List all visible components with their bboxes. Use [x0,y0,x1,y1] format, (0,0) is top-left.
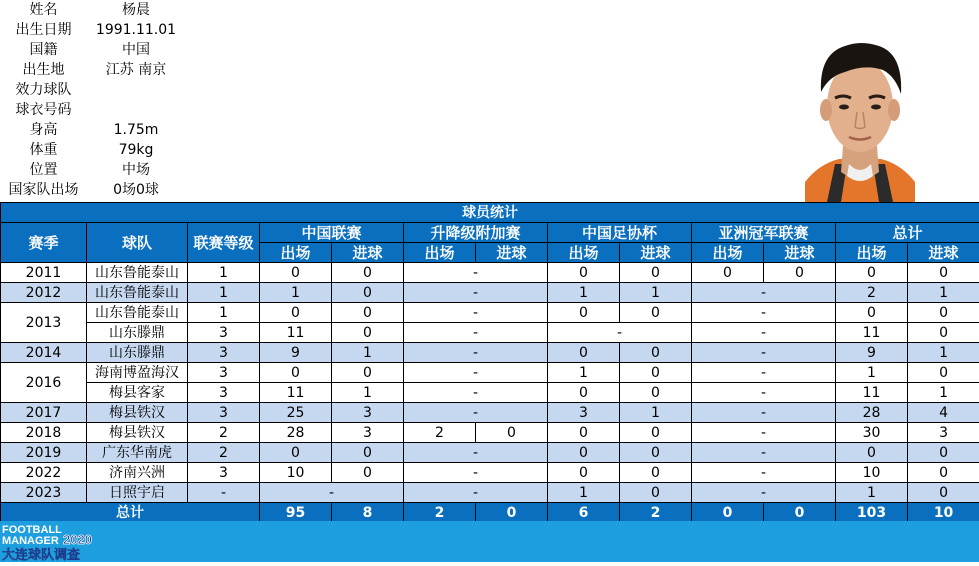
info-label: 出生地 [0,60,87,80]
table-cell: 梅县铁汉 [87,423,188,443]
table-cell: 3 [188,343,260,363]
table-cell: - [404,303,548,323]
table-row [1,363,979,383]
table-cell: 1 [548,283,620,303]
table-cell: 1 [836,483,908,503]
player-portrait-image [799,14,921,202]
header-group: 总计 [836,223,979,243]
table-cell: 0 [620,363,692,383]
table-cell: 山东滕鼎 [87,323,188,343]
table-cell: - [692,303,836,323]
table-cell: 2016 [1,363,87,403]
table-cell: 3 [188,403,260,423]
table-cell: 0 [620,483,692,503]
table-cell: - [404,483,548,503]
table-cell: 4 [908,403,979,423]
table-cell: 0 [836,443,908,463]
table-cell: 0 [332,263,404,283]
table-cell: - [692,423,836,443]
table-cell: 0 [620,423,692,443]
table-cell: 山东鲁能泰山 [87,283,188,303]
table-cell: 0 [332,443,404,463]
logo-year: 2020 [63,532,92,547]
table-cell: 1 [548,483,620,503]
info-value: 中场 [93,160,179,180]
table-cell: - [692,483,836,503]
table-cell: - [692,323,836,343]
table-cell: 山东滕鼎 [87,343,188,363]
table-cell: - [404,363,548,383]
table-cell: 1 [260,283,332,303]
table-cell: 0 [332,363,404,383]
info-value: 0场0球 [93,180,179,200]
header-apps: 出场 [260,243,332,263]
info-value: 79kg [93,140,179,160]
header-group: 亚洲冠军联赛 [692,223,836,243]
table-cell: 3 [188,463,260,483]
info-label: 位置 [0,160,87,180]
total-value: 95 [260,503,332,523]
table-row [1,463,979,483]
total-value: 10 [908,503,979,523]
table-cell: 山东鲁能泰山 [87,263,188,283]
table-cell: 0 [620,303,692,323]
table-cell: 2 [188,443,260,463]
table-cell: 0 [548,463,620,483]
total-value: 6 [548,503,620,523]
table-cell: 0 [548,383,620,403]
info-row [0,120,200,140]
table-cell: 1 [836,363,908,383]
info-row [0,80,200,100]
info-row [0,60,200,80]
header-team: 球队 [87,223,188,263]
table-cell: - [692,363,836,383]
info-value: 江苏 南京 [93,60,179,80]
table-cell: 1 [548,363,620,383]
table-cell: 济南兴洲 [87,463,188,483]
table-cell: 0 [548,443,620,463]
header-group: 中国足协杯 [548,223,692,243]
table-cell: 0 [620,383,692,403]
football-manager-2020-logo [0,521,106,562]
table-cell: 3 [188,363,260,383]
player-stats-table [0,202,979,523]
table-row [1,303,979,323]
table-cell: 0 [332,303,404,323]
table-cell: 2014 [1,343,87,363]
info-value: 1.75m [93,120,179,140]
info-row [0,140,200,160]
info-label: 效力球队 [0,80,87,100]
info-row [0,100,200,120]
total-value: 103 [836,503,908,523]
player-photo [799,14,921,202]
table-cell: 10 [836,463,908,483]
table-row [1,483,979,503]
table-cell: 梅县客家 [87,383,188,403]
table-cell: - [404,403,548,423]
table-cell: 0 [836,263,908,283]
logo-subtitle: 大连球队调查 [2,547,80,562]
logo-line2: MANAGER [2,535,59,547]
header-goals: 进球 [764,243,836,263]
table-cell: 2012 [1,283,87,303]
table-cell: 0 [332,463,404,483]
header-apps: 出场 [548,243,620,263]
info-value: 杨晨 [93,0,179,20]
total-value: 2 [620,503,692,523]
table-cell: 1 [908,283,979,303]
table-cell: 海南博盈海汉 [87,363,188,383]
total-label: 总计 [1,503,260,523]
table-cell: - [692,463,836,483]
table-cell: 9 [836,343,908,363]
table-cell: - [404,443,548,463]
table-cell: 9 [260,343,332,363]
table-cell: 11 [260,323,332,343]
header-apps: 出场 [692,243,764,263]
info-label: 姓名 [0,0,87,20]
table-cell: 1 [908,343,979,363]
table-cell: 10 [260,463,332,483]
table-cell: 1 [620,403,692,423]
header-apps: 出场 [404,243,476,263]
table-cell: 0 [476,423,548,443]
table-cell: 0 [836,303,908,323]
table-cell: 0 [260,303,332,323]
table-cell: 0 [908,463,979,483]
table-row [1,283,979,303]
table-cell: 3 [188,383,260,403]
table-cell: - [692,403,836,423]
table-cell: 0 [332,323,404,343]
table-cell: 山东鲁能泰山 [87,303,188,323]
table-cell: 1 [188,263,260,283]
table-cell: 1 [188,283,260,303]
logo-line1: FOOTBALL [2,524,62,536]
table-row [1,263,979,283]
header-goals: 进球 [476,243,548,263]
info-row [0,40,200,60]
header-group: 升降级附加赛 [404,223,548,243]
table-cell: 3 [188,323,260,343]
table-row [1,343,979,363]
header-goals: 进球 [908,243,979,263]
table-cell: 11 [260,383,332,403]
table-row [1,323,979,343]
table-cell: 2018 [1,423,87,443]
table-cell: 0 [620,263,692,283]
footer-bar [0,521,979,562]
total-value: 0 [476,503,548,523]
table-cell: 3 [908,423,979,443]
table-cell: - [188,483,260,503]
table-cell: 0 [548,343,620,363]
table-cell: 0 [620,343,692,363]
table-cell: - [404,263,548,283]
table-cell: 2022 [1,463,87,483]
table-cell: 0 [908,323,979,343]
table-cell: - [260,483,404,503]
total-value: 0 [692,503,764,523]
table-cell: 梅县铁汉 [87,403,188,423]
table-cell: - [692,443,836,463]
table-cell: 2011 [1,263,87,283]
table-cell: 0 [908,263,979,283]
table-row [1,383,979,403]
table-cell: 2 [404,423,476,443]
table-cell: 1 [332,343,404,363]
table-cell: 25 [260,403,332,423]
table-cell: 11 [836,323,908,343]
table-cell: 0 [908,443,979,463]
total-value: 2 [404,503,476,523]
table-cell: 0 [620,443,692,463]
table-cell: 1 [620,283,692,303]
table-cell: 0 [332,283,404,303]
table-cell: 0 [548,263,620,283]
total-value: 8 [332,503,404,523]
header-apps: 出场 [836,243,908,263]
total-row [1,503,979,523]
table-cell: - [692,383,836,403]
header-season: 赛季 [1,223,87,263]
table-cell: - [404,463,548,483]
info-label: 体重 [0,140,87,160]
stats-title: 球员统计 [1,203,979,223]
table-cell: 2013 [1,303,87,343]
table-cell: - [404,323,548,343]
total-value: 0 [764,503,836,523]
table-cell: - [404,383,548,403]
table-cell: 3 [332,403,404,423]
table-cell: 日照宇启 [87,483,188,503]
table-cell: 0 [548,423,620,443]
table-cell: 0 [908,363,979,383]
table-cell: 0 [260,443,332,463]
table-cell: 28 [260,423,332,443]
table-row [1,403,979,423]
table-cell: 2019 [1,443,87,463]
info-label: 国家队出场 [0,180,87,200]
header-goals: 进球 [620,243,692,263]
table-cell: 2023 [1,483,87,503]
table-cell: 1 [188,303,260,323]
table-cell: 28 [836,403,908,423]
table-cell: 2 [836,283,908,303]
info-label: 国籍 [0,40,87,60]
table-cell: - [548,323,692,343]
info-value: 中国 [93,40,179,60]
table-cell: 3 [332,423,404,443]
header-level: 联赛等级 [188,223,260,263]
table-cell: 11 [836,383,908,403]
table-cell: 1 [332,383,404,403]
info-label: 出生日期 [0,20,87,40]
table-cell: 0 [260,363,332,383]
info-row [0,180,200,200]
table-cell: 0 [692,263,764,283]
table-cell: 30 [836,423,908,443]
table-row [1,443,979,463]
table-cell: 0 [764,263,836,283]
table-cell: - [404,343,548,363]
table-cell: 0 [620,463,692,483]
table-cell: 0 [260,263,332,283]
table-cell: 3 [548,403,620,423]
table-cell: 2 [188,423,260,443]
table-cell: 0 [908,483,979,503]
info-row [0,160,200,180]
table-cell: - [692,283,836,303]
info-value: 1991.11.01 [93,20,179,40]
header-goals: 进球 [332,243,404,263]
info-row [0,20,200,40]
info-label: 身高 [0,120,87,140]
table-cell: 0 [548,303,620,323]
table-cell: - [692,343,836,363]
info-row [0,0,200,20]
table-cell: 广东华南虎 [87,443,188,463]
table-cell: 2017 [1,403,87,423]
table-row [1,423,979,443]
table-cell: 0 [908,303,979,323]
header-group: 中国联赛 [260,223,404,243]
table-cell: - [404,283,548,303]
info-label: 球衣号码 [0,100,87,120]
table-cell: 1 [908,383,979,403]
